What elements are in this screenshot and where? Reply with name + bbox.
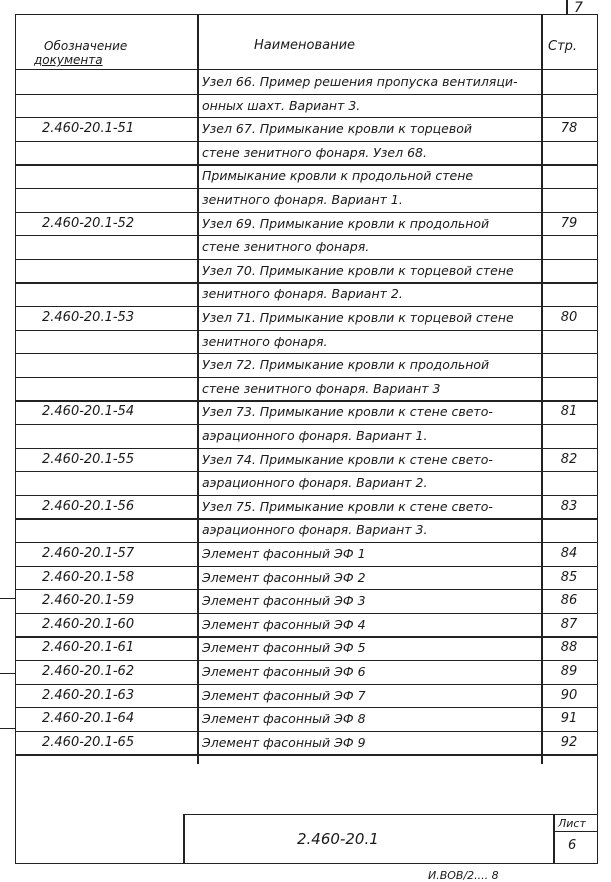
row-code: 2.460-20.1-61	[42, 640, 135, 656]
row-page: 89	[560, 664, 578, 679]
row-code: 2.460-20.1-60	[42, 616, 135, 632]
row-name: Узел 73. Примыкание кровли к стене свето-	[202, 404, 493, 420]
stamp-left-rule	[183, 814, 185, 864]
row-name: зенитного фонаря. Вариант 1.	[202, 192, 403, 207]
row-rule	[15, 471, 598, 472]
margin-mark	[0, 728, 15, 729]
row-rule	[15, 377, 598, 378]
row-page: 88	[560, 640, 578, 656]
row-rule	[15, 141, 598, 142]
row-rule	[15, 400, 598, 401]
row-code: 2.460-20.1-64	[42, 711, 135, 727]
row-code: 2.460-20.1-58	[42, 569, 135, 585]
row-name: Узел 70. Примыкание кровли к торцевой стене	[202, 262, 514, 278]
row-page: 78	[560, 121, 578, 137]
row-code: 2.460-20.1-52	[42, 215, 135, 231]
row-rule	[15, 306, 598, 307]
row-name: онных шахт. Вариант 3.	[202, 97, 361, 113]
row-name: зенитного фонаря. Вариант 2.	[202, 286, 403, 302]
row-page: 87	[560, 616, 578, 632]
row-rule	[15, 282, 598, 283]
row-page: 86	[560, 593, 578, 609]
page-number: 7	[574, 0, 583, 16]
header-name: Наименование	[254, 38, 356, 53]
row-rule	[15, 684, 598, 685]
stamp-sheet-divider	[553, 814, 555, 864]
row-name: Узел 74. Примыкание кровли к стене свето-	[202, 451, 493, 467]
stamp-top-rule	[183, 814, 598, 815]
row-rule	[15, 94, 598, 95]
row-name: Элемент фасонный ЭФ 8	[202, 711, 366, 727]
row-rule	[15, 424, 598, 425]
sheet-number: 6	[568, 838, 577, 853]
row-rule	[15, 330, 598, 331]
row-page: 82	[560, 451, 578, 467]
row-rule	[15, 660, 598, 661]
stamp-sheet-rule	[553, 831, 598, 832]
margin-mark	[0, 598, 15, 599]
header-designation-line1: Обозначение	[44, 39, 128, 53]
row-rule	[15, 117, 598, 118]
document-code: 2.460-20.1	[297, 830, 379, 848]
row-code: 2.460-20.1-65	[42, 734, 135, 750]
row-code: 2.460-20.1-54	[42, 404, 135, 420]
row-rule	[15, 259, 598, 260]
row-rule	[15, 707, 598, 708]
row-page: 91	[560, 711, 578, 727]
row-page: 79	[560, 215, 578, 231]
row-name: стене зенитного фонаря.	[202, 239, 370, 255]
row-rule	[15, 188, 598, 189]
row-name: Узел 69. Примыкание кровли к продольной	[202, 215, 490, 231]
row-page: 90	[560, 687, 578, 703]
row-name: стене зенитного фонаря. Вариант 3	[202, 380, 441, 396]
row-name: зенитного фонаря.	[202, 333, 328, 349]
row-rule	[15, 518, 598, 519]
row-code: 2.460-20.1-56	[42, 498, 135, 514]
row-code: 2.460-20.1-63	[42, 687, 135, 703]
row-rule	[15, 212, 598, 213]
row-name: Элемент фасонный ЭФ 9	[202, 734, 366, 750]
row-rule	[15, 636, 598, 637]
row-name: Узел 66. Пример решения пропуска вентиляци-	[202, 74, 518, 89]
row-name: Элемент фасонный ЭФ 4	[202, 616, 366, 632]
row-name: аэрационного фонаря. Вариант 3.	[202, 522, 428, 538]
row-name: Элемент фасонный ЭФ 7	[202, 687, 366, 703]
page-number-divider	[566, 0, 568, 14]
row-name: Узел 67. Примыкание кровли к торцевой	[202, 121, 473, 137]
row-rule	[15, 731, 598, 732]
row-page: 81	[560, 404, 578, 420]
row-code: 2.460-20.1-62	[42, 664, 135, 679]
row-page: 83	[560, 498, 578, 514]
bottom-mark: И.ВОВ/2.... 8	[428, 869, 499, 882]
row-page: 84	[560, 546, 578, 561]
row-name: Элемент фасонный ЭФ 2	[202, 569, 366, 585]
row-rule	[15, 353, 598, 354]
row-code: 2.460-20.1-55	[42, 451, 135, 467]
column-divider-2	[541, 14, 543, 764]
row-name: Элемент фасонный ЭФ 5	[202, 640, 366, 656]
row-rule	[15, 613, 598, 614]
row-rule	[15, 495, 598, 496]
row-name: Элемент фасонный ЭФ 6	[202, 664, 366, 679]
row-rule	[15, 542, 598, 543]
row-rule	[15, 164, 598, 165]
row-code: 2.460-20.1-57	[42, 546, 135, 561]
row-page: 92	[560, 734, 578, 750]
row-name: Узел 72. Примыкание кровли к продольной	[202, 357, 490, 373]
row-rule	[15, 589, 598, 590]
row-code: 2.460-20.1-51	[42, 121, 135, 137]
row-rule	[15, 754, 598, 755]
row-code: 2.460-20.1-59	[42, 593, 135, 609]
row-name: Примыкание кровли к продольной стене	[202, 168, 474, 184]
sheet-label: Лист	[558, 817, 586, 830]
row-name: аэрационного фонаря. Вариант 1.	[202, 428, 428, 443]
row-name: Узел 75. Примыкание кровли к стене свето-	[202, 498, 493, 514]
row-name: Узел 71. Примыкание кровли к торцевой стене	[202, 310, 514, 325]
row-rule	[15, 235, 598, 236]
row-name: Элемент фасонный ЭФ 1	[202, 546, 366, 561]
row-name: аэрационного фонаря. Вариант 2.	[202, 475, 428, 491]
row-name: Элемент фасонный ЭФ 3	[202, 593, 366, 609]
margin-mark	[0, 673, 15, 674]
row-name: стене зенитного фонаря. Узел 68.	[202, 144, 427, 160]
row-page: 85	[560, 569, 578, 585]
row-rule	[15, 448, 598, 449]
row-page: 80	[560, 310, 578, 325]
header-bottom-rule	[15, 69, 598, 70]
column-divider-1	[197, 14, 199, 764]
row-rule	[15, 566, 598, 567]
header-page: Стр.	[548, 39, 578, 54]
row-code: 2.460-20.1-53	[42, 310, 135, 325]
header-designation-line2: документа	[34, 53, 103, 67]
